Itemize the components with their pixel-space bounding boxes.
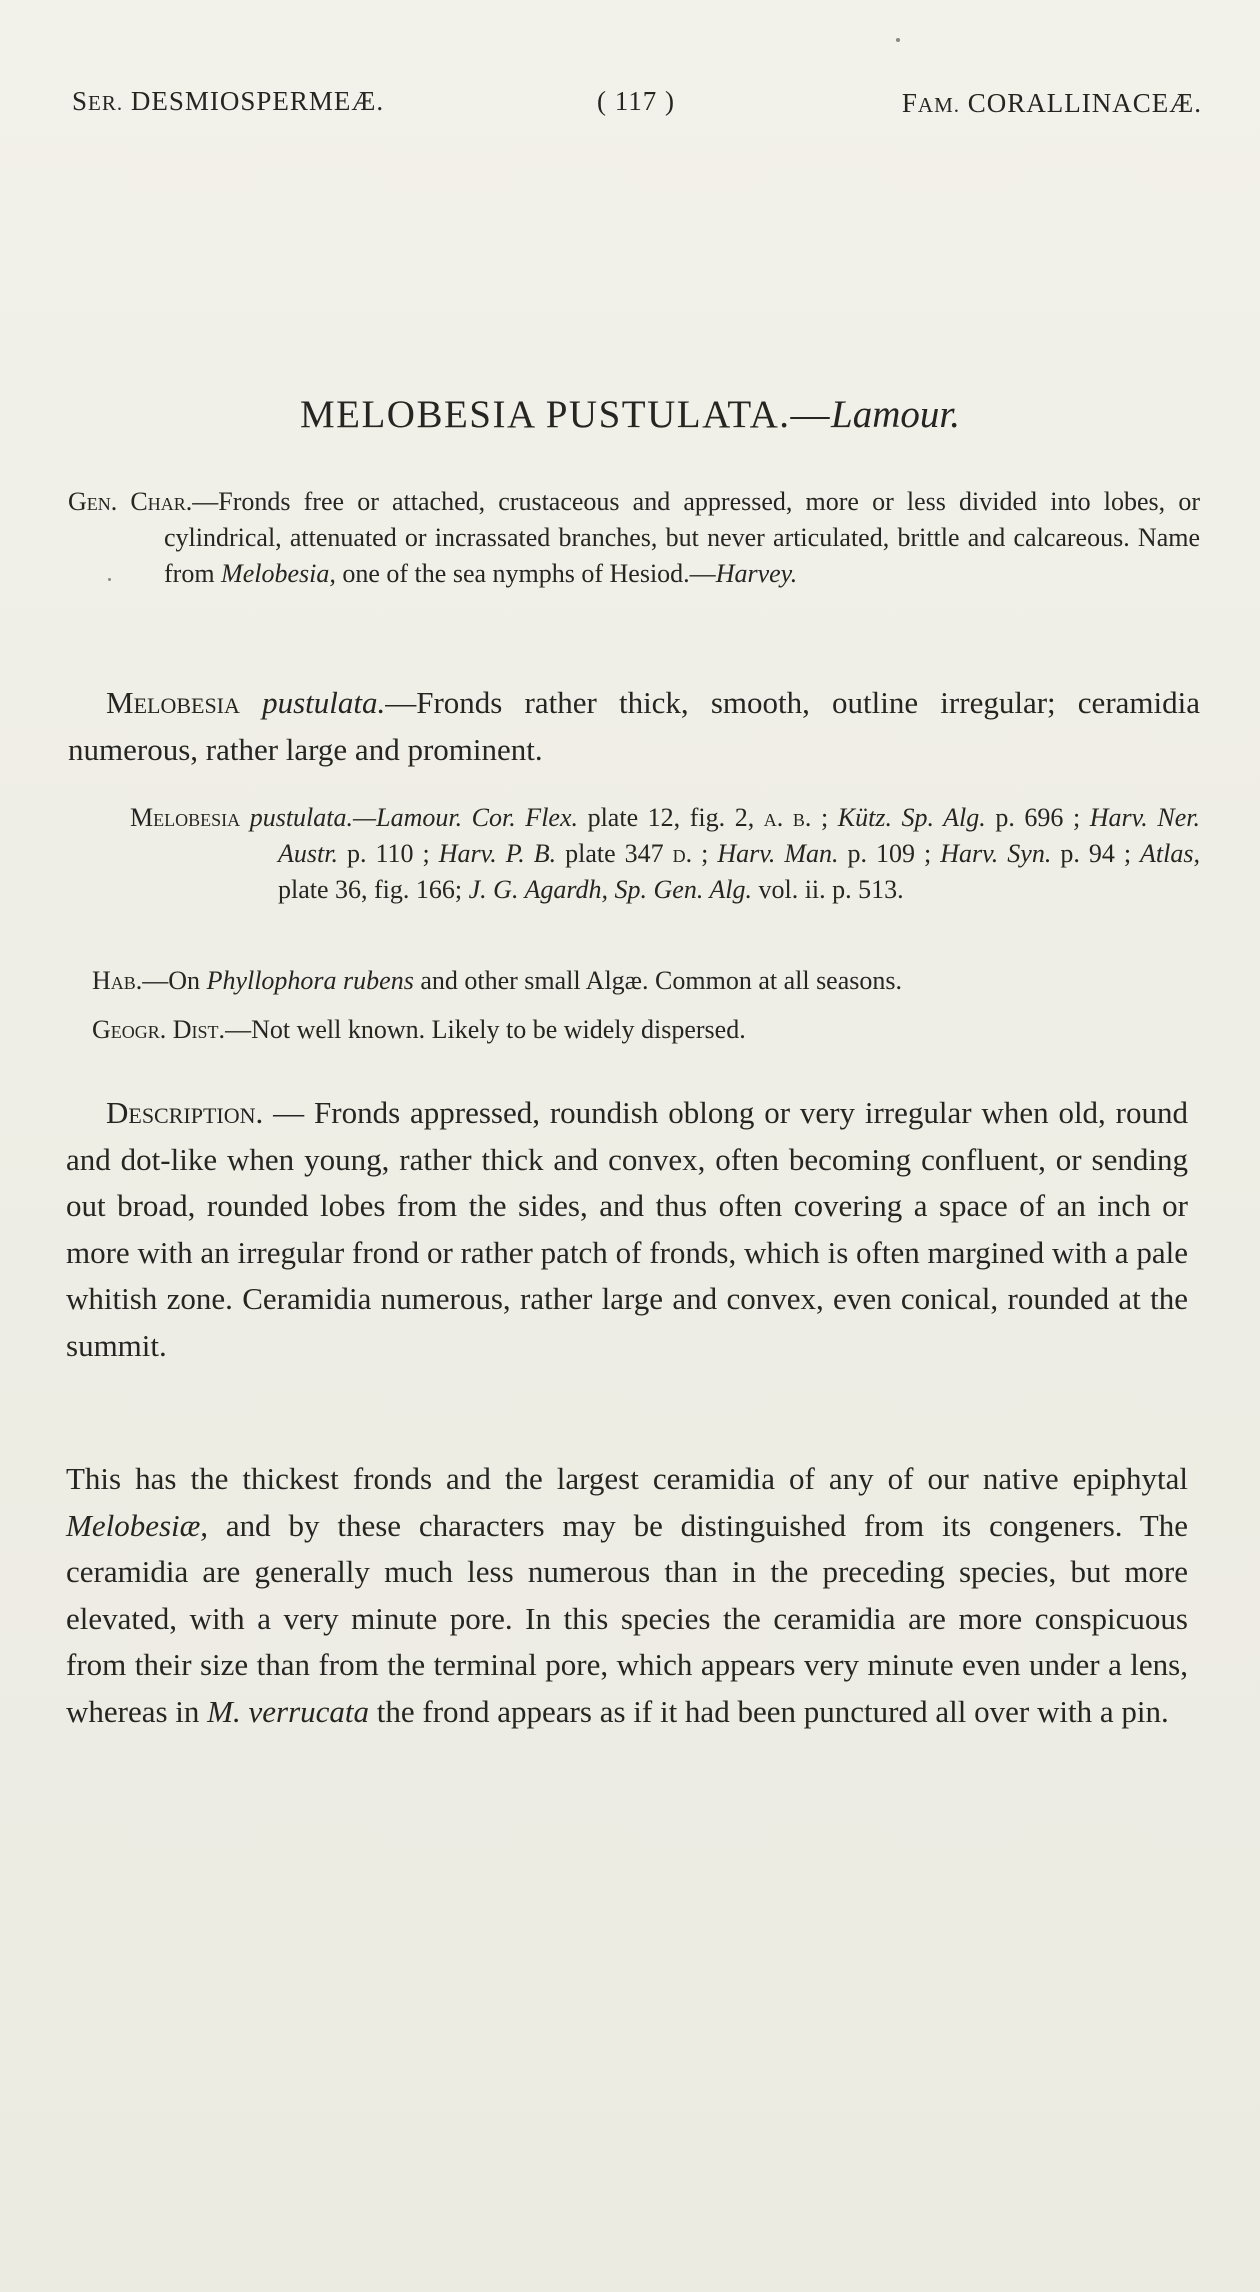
- reference-part: d.: [672, 839, 693, 868]
- paper-speck: [896, 38, 900, 42]
- description: [66, 1090, 1188, 1369]
- geographic-distribution-label: Geogr. Dist.: [92, 1015, 226, 1044]
- header-family-abbrev: AM.: [917, 93, 960, 117]
- header-family: [902, 88, 1202, 119]
- habitat-body-1: —On: [142, 966, 207, 995]
- reference-part: vol. ii. p. 513.: [751, 875, 904, 904]
- header-series-name: DESMIOSPERMEÆ.: [130, 86, 385, 116]
- reference-part: plate 36, fig. 166;: [278, 875, 469, 904]
- reference-part: ;: [811, 803, 838, 832]
- species-title-name: MELOBESIA PUSTULATA.—: [299, 393, 832, 436]
- references-text: [130, 800, 1200, 908]
- reference-part: Atlas,: [1140, 839, 1200, 868]
- species-title: [0, 392, 1260, 437]
- generic-character-body-1: —Fronds free or attached, crustaceous and appressed, more or less divided into lobes, or cylindrical, attenuated or incrassated branches, but never articulated, brittle and calcareous. Name from: [164, 487, 1200, 588]
- habitat-host: Phyllophora rubens: [206, 966, 414, 995]
- page-number: ( 117 ): [597, 86, 675, 116]
- reference-part: p. 94 ;: [1051, 839, 1141, 868]
- short-description-species: pustulata.: [262, 685, 386, 720]
- reference-part: Harv. Man.: [717, 839, 839, 868]
- reference-part: p. 696 ;: [985, 803, 1090, 832]
- references: [130, 800, 1200, 908]
- reference-part: Harv. P. B.: [438, 839, 557, 868]
- reference-part: pustulata.—Lamour. Cor. Flex.: [249, 803, 578, 832]
- remarks-text: [66, 1456, 1188, 1735]
- remarks-genus: Melobesiæ,: [66, 1507, 209, 1543]
- short-description-body: —Fronds rather thick, smooth, outline irregular; ceramidia numerous, rather large and prominent.: [68, 685, 1200, 767]
- header-series: [72, 86, 384, 117]
- geographic-distribution-body: —Not well known. Likely to be widely dispersed.: [225, 1015, 746, 1044]
- generic-character-genus: Melobesia,: [221, 559, 336, 588]
- habitat-label: Hab.: [92, 966, 143, 995]
- reference-part: p. 110 ;: [337, 839, 439, 868]
- habitat: [92, 963, 1200, 999]
- short-description: [68, 679, 1200, 773]
- habitat-body-2: and other small Algæ. Common at all seasons.: [413, 966, 903, 995]
- generic-character-authority: Harvey.: [715, 559, 798, 588]
- references-genus: Melobesia: [130, 803, 241, 832]
- description-label: Description.: [106, 1095, 264, 1130]
- header-family-initial: F: [901, 88, 918, 118]
- remarks-body-2: and by these characters may be distinguished from its congeners. The ceramidia are generally much less numerous than in the preceding species, but more elevated, with a very minute pore. In this species the ceramidia are more conspicuous from their size than from the terminal pore, which appears very minute even under a lens, whereas in: [66, 1507, 1188, 1729]
- header-series-abbrev: ER.: [88, 91, 124, 115]
- generic-character: [68, 484, 1200, 592]
- remarks-species: M. verrucata: [207, 1693, 370, 1729]
- reference-part: a. b.: [763, 803, 812, 832]
- remarks-body-3: the frond appears as if it had been punctured all over with a pin.: [369, 1693, 1169, 1729]
- short-description-text: [68, 679, 1200, 773]
- short-description-genus: Melobesia: [106, 685, 240, 720]
- reference-part: Kütz. Sp. Alg.: [837, 803, 986, 832]
- generic-character-body-2: one of the sea nymphs of Hesiod.—: [335, 559, 716, 588]
- geographic-distribution: [92, 1012, 1200, 1048]
- description-body: — Fronds appressed, roundish oblong or very irregular when old, round and dot-like when young, rather thick and convex, often becoming confluent, or sending out broad, rounded lobes from the sides, and thus often covering a space of an inch or more with an irregular frond or rather patch of fronds, which is often margined with a pale whitish zone. Ceramidia numerous, rather large and convex, even conical, rounded at the summit.: [66, 1095, 1188, 1363]
- running-header: [72, 86, 1202, 126]
- header-family-name: CORALLINACEÆ.: [967, 88, 1202, 118]
- generic-character-label: Gen. Char.: [68, 487, 193, 516]
- reference-part: Harv. Syn.: [940, 839, 1052, 868]
- remarks-body-1: This has the thickest fronds and the largest ceramidia of any of our native epiphytal: [66, 1461, 1188, 1496]
- remarks: [66, 1456, 1188, 1735]
- reference-part: Harv. Ner. Austr.: [278, 803, 1200, 868]
- reference-part: p. 109 ;: [838, 839, 941, 868]
- reference-part: plate 12, fig. 2,: [578, 803, 764, 832]
- paper-speck: [108, 578, 111, 581]
- reference-part: J. G. Agardh, Sp. Gen. Alg.: [468, 875, 752, 904]
- reference-part: ;: [692, 839, 718, 868]
- header-series-initial: S: [72, 86, 89, 116]
- reference-part: plate 347: [556, 839, 673, 868]
- description-text: [66, 1090, 1188, 1369]
- species-title-author: Lamour.: [831, 393, 961, 436]
- generic-character-text: [68, 484, 1200, 592]
